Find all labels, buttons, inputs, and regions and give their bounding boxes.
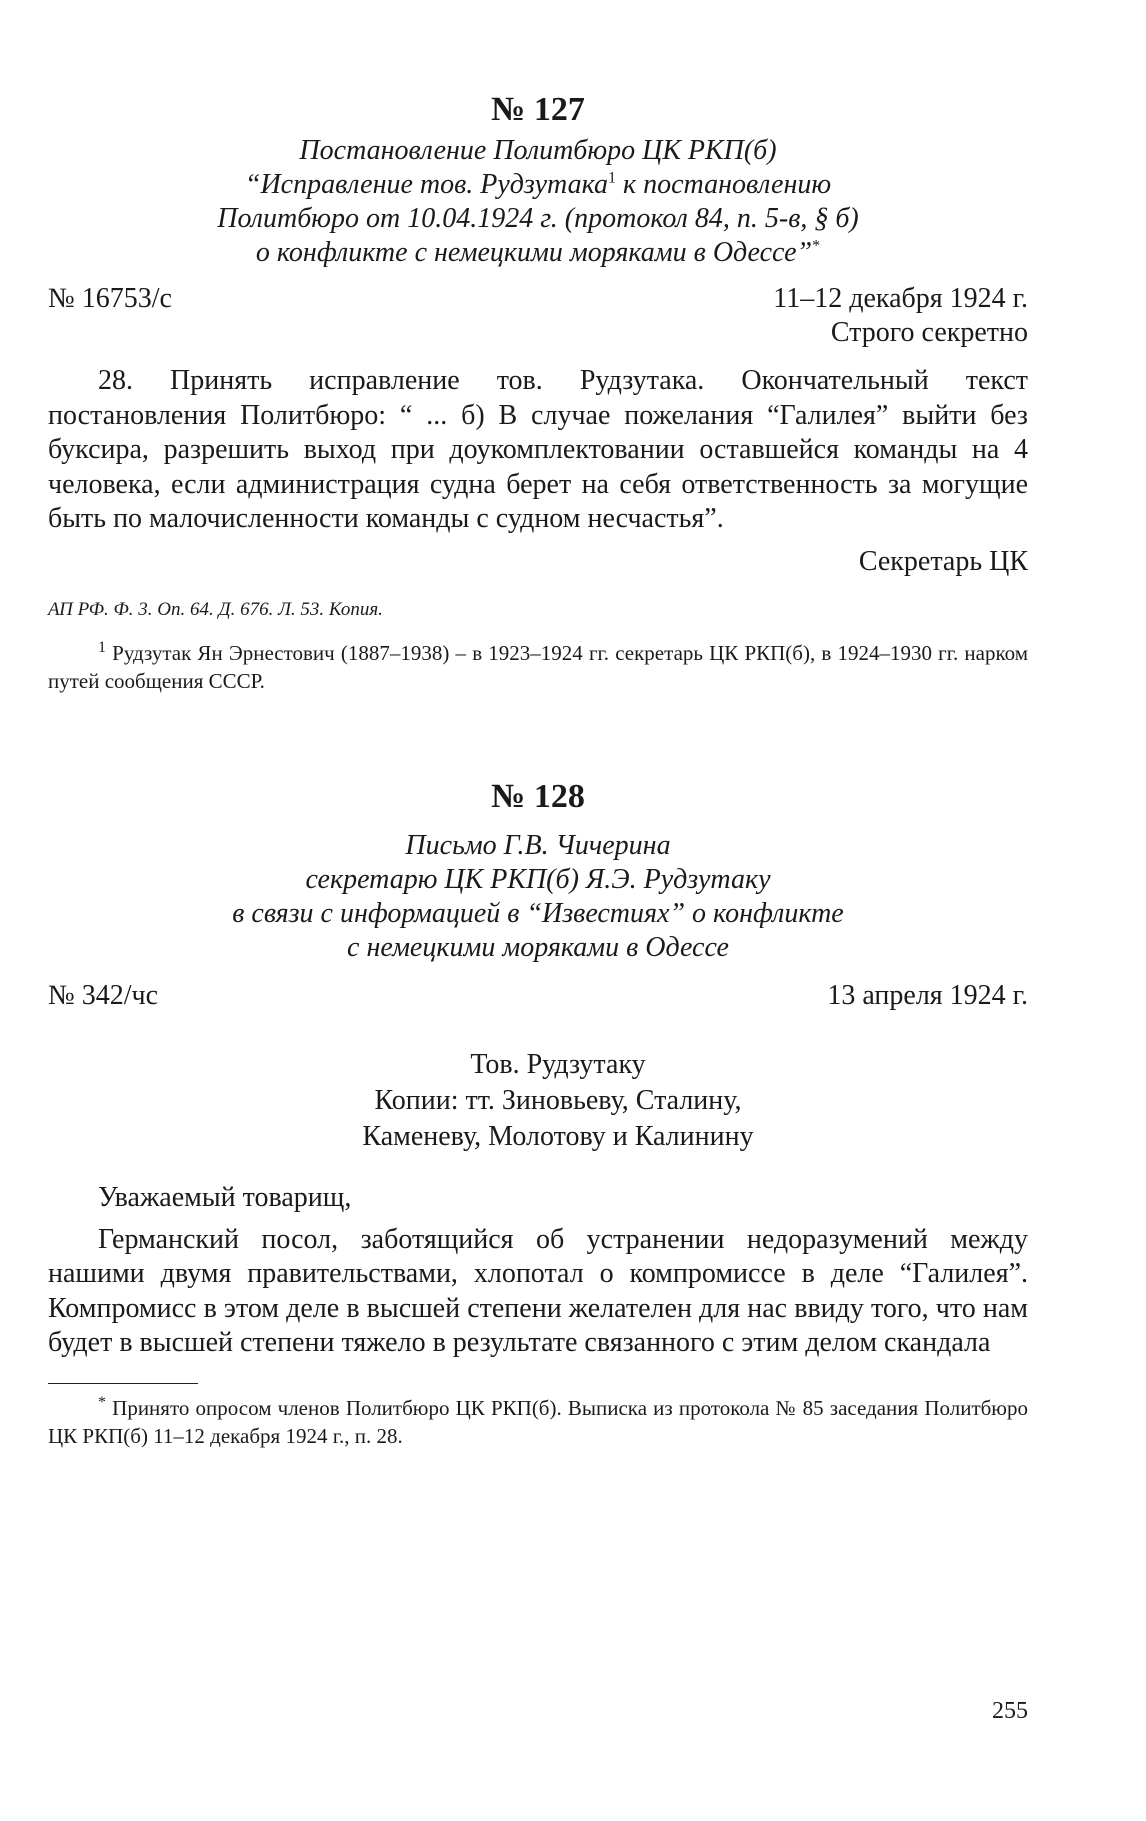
title-line xyxy=(48,236,1028,270)
title-line: с немецкими моряками в Одессе xyxy=(347,931,729,963)
title-line-part: о конфликте с немецкими моряками в Одессе” xyxy=(255,237,813,268)
archive-reference: АП РФ. Ф. 3. Оп. 64. Д. 676. Л. 53. Копия. xyxy=(48,598,383,620)
body-paragraph: 28. Принять исправление тов. Рудзутака. Окончательный текст постановления Политбюро: “ ... б) В случае пожелания “Галилея” выйти без буксира, разрешить выход при доукомплектовании оставшейся команды на 4 человека, если администрация судна берет на себя ответственность за могущие быть по малочисленности команды с судном несчастья”. xyxy=(48,365,1028,534)
page-number: 255 xyxy=(992,1698,1028,1724)
asterisk-marker: * xyxy=(812,237,821,255)
document-number-128: № 128 xyxy=(491,777,585,815)
title-line: секретарю ЦК РКП(б) Я.Э. Рудзутаку xyxy=(305,863,771,895)
registration-number: № 16753/с xyxy=(48,283,172,314)
addressee-line: Каменеву, Молотову и Калинину xyxy=(362,1120,754,1152)
footnote-marker: 1 xyxy=(98,638,106,656)
title-line xyxy=(48,168,1028,202)
title-line-part: “Исправление тов. Рудзутака xyxy=(244,169,609,200)
footnote-divider xyxy=(48,1383,198,1384)
title-line-part: к постановлению xyxy=(616,169,832,200)
document-title-127 xyxy=(48,134,1028,270)
signature: Секретарь ЦК xyxy=(858,545,1028,577)
footnote-marker: 1 xyxy=(608,169,617,187)
footnote-text: Рудзутак Ян Эрнестович (1887–1938) – в 1923–1924 гг. секретарь ЦК РКП(б), в 1924–1930 гг. нарком путей сообщения СССР. xyxy=(48,640,1028,693)
document-date: 13 апреля 1924 г. xyxy=(827,979,1028,1011)
addressee-line: Тов. Рудзутаку xyxy=(470,1048,646,1080)
document-date: 11–12 декабря 1924 г. xyxy=(773,283,1028,314)
title-line: Письмо Г.В. Чичерина xyxy=(405,829,671,861)
document-meta-127 xyxy=(48,282,1028,316)
addressee-block xyxy=(48,1047,1028,1155)
document-number-127: № 127 xyxy=(491,91,585,128)
addressee-line: Копии: тт. Зиновьеву, Сталину, xyxy=(374,1084,742,1116)
title-line: Политбюро от 10.04.1924 г. (протокол 84, п. 5-в, § б) xyxy=(217,203,859,234)
registration-number: № 342/чс xyxy=(48,979,159,1011)
asterisk-marker: * xyxy=(98,1393,106,1411)
document-title-128 xyxy=(48,829,1028,965)
classification-stamp: Строго секретно xyxy=(830,317,1028,348)
title-line: в связи с информацией в “Известиях” о конфликте xyxy=(232,897,844,929)
footnote-1 xyxy=(48,639,1028,695)
salutation: Уважаемый товарищ, xyxy=(98,1181,352,1213)
footnote-text: Принято опросом членов Политбюро ЦК РКП(б). Выписка из протокола № 85 заседания Политбюро ЦК РКП(б) 11–12 декабря 1924 г., п. 28. xyxy=(48,1395,1028,1448)
title-line: Постановление Политбюро ЦК РКП(б) xyxy=(299,135,777,166)
body-paragraph: Германский посол, заботящийся об устранении недоразумений между нашими двумя правительствами, хлопотал о компромиссе в деле “Галилея”. Компромисс в этом деле в высшей степени желателен для нас ввиду того, что нам будет в высшей степени тяжело в результате связанного с этим делом скандала xyxy=(48,1223,1028,1358)
document-meta-128 xyxy=(48,979,1028,1013)
footnote-asterisk xyxy=(48,1394,1028,1450)
